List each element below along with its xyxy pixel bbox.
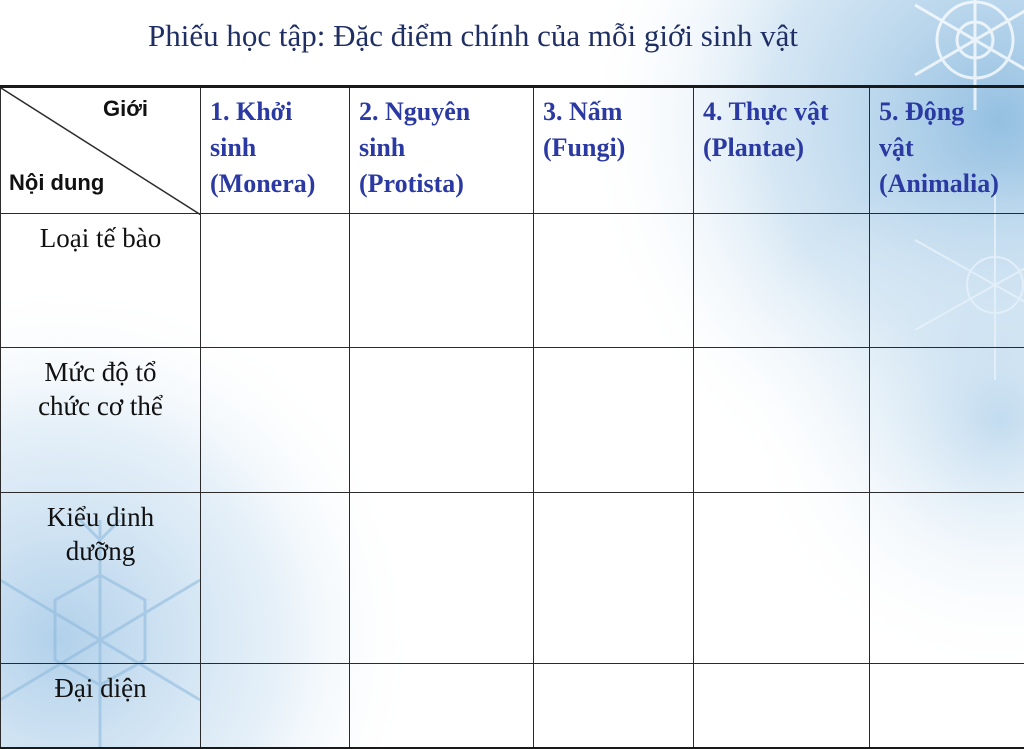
table-row <box>1 214 1024 348</box>
answer-cell[interactable] <box>350 664 534 748</box>
answer-cell[interactable] <box>201 214 350 348</box>
answer-cell[interactable] <box>350 214 534 348</box>
answer-cell[interactable] <box>534 214 694 348</box>
answer-cell[interactable] <box>870 664 1024 748</box>
row-header-organization-level: Mức độ tổ chức cơ thể <box>1 348 201 493</box>
answer-cell[interactable] <box>870 493 1024 664</box>
answer-cell[interactable] <box>534 493 694 664</box>
row-header-cell-type: Loại tế bào <box>1 214 201 348</box>
column-header-monera: 1. Khởi sinh (Monera) <box>201 87 350 214</box>
answer-cell[interactable] <box>694 493 870 664</box>
row-header-nutrition-type: Kiểu dinh dưỡng <box>1 493 201 664</box>
corner-header-cell <box>1 87 201 214</box>
answer-cell[interactable] <box>201 664 350 748</box>
answer-cell[interactable] <box>534 664 694 748</box>
header-row <box>1 87 1024 214</box>
answer-cell[interactable] <box>350 348 534 493</box>
corner-top-label: Giới <box>103 96 148 122</box>
answer-cell[interactable] <box>534 348 694 493</box>
answer-cell[interactable] <box>694 664 870 748</box>
worksheet-table <box>0 85 1024 749</box>
column-header-fungi: 3. Nấm (Fungi) <box>534 87 694 214</box>
corner-bottom-label: Nội dung <box>9 170 104 196</box>
column-header-animalia: 5. Động vật (Animalia) <box>870 87 1024 214</box>
table-row <box>1 493 1024 664</box>
answer-cell[interactable] <box>201 493 350 664</box>
answer-cell[interactable] <box>201 348 350 493</box>
row-header-representative: Đại diện <box>1 664 201 748</box>
answer-cell[interactable] <box>694 214 870 348</box>
column-header-plantae: 4. Thực vật (Plantae) <box>694 87 870 214</box>
table-row <box>1 348 1024 493</box>
answer-cell[interactable] <box>870 214 1024 348</box>
answer-cell[interactable] <box>350 493 534 664</box>
answer-cell[interactable] <box>694 348 870 493</box>
page-title: Phiếu học tập: Đặc điểm chính của mỗi giới sinh vật <box>0 18 946 54</box>
column-header-protista: 2. Nguyên sinh (Protista) <box>350 87 534 214</box>
table-row <box>1 664 1024 748</box>
answer-cell[interactable] <box>870 348 1024 493</box>
